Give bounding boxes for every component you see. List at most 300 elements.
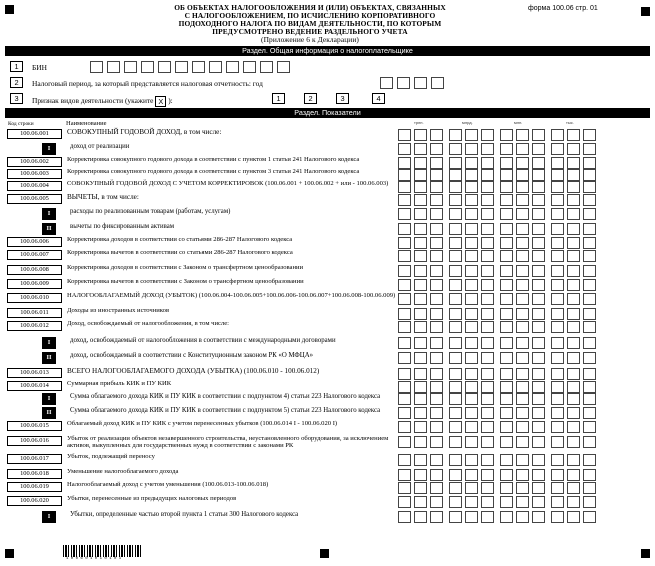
amount-digit-cell[interactable] (398, 352, 411, 364)
amount-digit-cell[interactable] (481, 143, 494, 155)
amount-digit-cell[interactable] (481, 169, 494, 181)
amount-digit-cell[interactable] (414, 469, 427, 481)
amount-digit-cell[interactable] (532, 237, 545, 249)
amount-digit-cell[interactable] (500, 511, 513, 523)
amount-digit-cell[interactable] (398, 482, 411, 494)
amount-digit-cell[interactable] (500, 321, 513, 333)
amount-digit-cell[interactable] (430, 321, 443, 333)
amount-digit-cell[interactable] (481, 194, 494, 206)
amount-digit-cell[interactable] (532, 321, 545, 333)
amount-digit-cell[interactable] (414, 129, 427, 141)
amount-digit-cell[interactable] (516, 181, 529, 193)
amount-digit-cell[interactable] (567, 293, 580, 305)
amount-digit-cell[interactable] (516, 436, 529, 448)
amount-digit-cell[interactable] (430, 250, 443, 262)
amount-digit-cell[interactable] (583, 237, 596, 249)
amount-digit-cell[interactable] (430, 293, 443, 305)
amount-digit-cell[interactable] (516, 293, 529, 305)
amount-digit-cell[interactable] (481, 129, 494, 141)
amount-digit-cell[interactable] (567, 511, 580, 523)
amount-digit-cell[interactable] (398, 237, 411, 249)
amount-digit-cell[interactable] (500, 250, 513, 262)
amount-digit-cell[interactable] (551, 237, 564, 249)
bin-digit-cell[interactable] (209, 61, 222, 73)
bin-digit-cell[interactable] (141, 61, 154, 73)
bin-digit-cell[interactable] (226, 61, 239, 73)
amount-digit-cell[interactable] (532, 381, 545, 393)
amount-digit-cell[interactable] (449, 496, 462, 508)
amount-digit-cell[interactable] (583, 482, 596, 494)
amount-digit-cell[interactable] (516, 393, 529, 405)
amount-digit-cell[interactable] (398, 469, 411, 481)
amount-digit-cell[interactable] (516, 368, 529, 380)
amount-digit-cell[interactable] (583, 194, 596, 206)
amount-digit-cell[interactable] (398, 308, 411, 320)
amount-digit-cell[interactable] (449, 407, 462, 419)
amount-digit-cell[interactable] (583, 279, 596, 291)
amount-digit-cell[interactable] (481, 250, 494, 262)
activity-option-2[interactable]: 2 (304, 93, 317, 104)
amount-digit-cell[interactable] (414, 421, 427, 433)
amount-digit-cell[interactable] (500, 194, 513, 206)
amount-digit-cell[interactable] (449, 143, 462, 155)
amount-digit-cell[interactable] (532, 352, 545, 364)
amount-digit-cell[interactable] (481, 482, 494, 494)
amount-digit-cell[interactable] (430, 482, 443, 494)
amount-digit-cell[interactable] (567, 436, 580, 448)
amount-digit-cell[interactable] (551, 169, 564, 181)
amount-digit-cell[interactable] (449, 129, 462, 141)
amount-digit-cell[interactable] (583, 181, 596, 193)
amount-digit-cell[interactable] (516, 194, 529, 206)
amount-digit-cell[interactable] (500, 469, 513, 481)
amount-digit-cell[interactable] (414, 436, 427, 448)
amount-digit-cell[interactable] (516, 169, 529, 181)
amount-digit-cell[interactable] (414, 237, 427, 249)
amount-digit-cell[interactable] (414, 482, 427, 494)
amount-digit-cell[interactable] (465, 129, 478, 141)
amount-digit-cell[interactable] (516, 381, 529, 393)
amount-digit-cell[interactable] (430, 381, 443, 393)
amount-digit-cell[interactable] (500, 496, 513, 508)
amount-digit-cell[interactable] (481, 368, 494, 380)
amount-digit-cell[interactable] (551, 381, 564, 393)
amount-digit-cell[interactable] (532, 511, 545, 523)
amount-digit-cell[interactable] (398, 496, 411, 508)
amount-digit-cell[interactable] (430, 265, 443, 277)
amount-digit-cell[interactable] (398, 454, 411, 466)
amount-digit-cell[interactable] (465, 181, 478, 193)
amount-digit-cell[interactable] (500, 381, 513, 393)
amount-digit-cell[interactable] (449, 250, 462, 262)
amount-digit-cell[interactable] (567, 469, 580, 481)
amount-digit-cell[interactable] (449, 169, 462, 181)
amount-digit-cell[interactable] (414, 223, 427, 235)
amount-digit-cell[interactable] (500, 265, 513, 277)
amount-digit-cell[interactable] (449, 194, 462, 206)
amount-digit-cell[interactable] (583, 265, 596, 277)
amount-digit-cell[interactable] (551, 368, 564, 380)
amount-digit-cell[interactable] (500, 169, 513, 181)
amount-digit-cell[interactable] (449, 181, 462, 193)
amount-digit-cell[interactable] (500, 454, 513, 466)
amount-digit-cell[interactable] (430, 436, 443, 448)
amount-digit-cell[interactable] (551, 337, 564, 349)
amount-digit-cell[interactable] (567, 337, 580, 349)
amount-digit-cell[interactable] (398, 169, 411, 181)
amount-digit-cell[interactable] (551, 293, 564, 305)
bin-digit-cell[interactable] (260, 61, 273, 73)
amount-digit-cell[interactable] (551, 393, 564, 405)
amount-digit-cell[interactable] (532, 208, 545, 220)
amount-digit-cell[interactable] (414, 352, 427, 364)
amount-digit-cell[interactable] (465, 223, 478, 235)
bin-digit-cell[interactable] (175, 61, 188, 73)
amount-digit-cell[interactable] (516, 308, 529, 320)
amount-digit-cell[interactable] (481, 208, 494, 220)
amount-digit-cell[interactable] (583, 293, 596, 305)
amount-digit-cell[interactable] (532, 308, 545, 320)
amount-digit-cell[interactable] (449, 265, 462, 277)
amount-digit-cell[interactable] (414, 393, 427, 405)
amount-digit-cell[interactable] (516, 237, 529, 249)
amount-digit-cell[interactable] (567, 194, 580, 206)
amount-digit-cell[interactable] (465, 421, 478, 433)
amount-digit-cell[interactable] (414, 454, 427, 466)
amount-digit-cell[interactable] (414, 208, 427, 220)
amount-digit-cell[interactable] (583, 337, 596, 349)
amount-digit-cell[interactable] (532, 181, 545, 193)
amount-digit-cell[interactable] (516, 208, 529, 220)
amount-digit-cell[interactable] (465, 157, 478, 169)
year-digit-cell[interactable] (397, 77, 410, 89)
amount-digit-cell[interactable] (532, 250, 545, 262)
amount-digit-cell[interactable] (532, 169, 545, 181)
amount-digit-cell[interactable] (430, 237, 443, 249)
amount-digit-cell[interactable] (583, 223, 596, 235)
amount-digit-cell[interactable] (481, 436, 494, 448)
amount-digit-cell[interactable] (583, 143, 596, 155)
amount-digit-cell[interactable] (567, 250, 580, 262)
amount-digit-cell[interactable] (532, 393, 545, 405)
amount-digit-cell[interactable] (465, 393, 478, 405)
amount-digit-cell[interactable] (551, 208, 564, 220)
amount-digit-cell[interactable] (398, 223, 411, 235)
amount-digit-cell[interactable] (583, 308, 596, 320)
amount-digit-cell[interactable] (449, 352, 462, 364)
amount-digit-cell[interactable] (449, 208, 462, 220)
amount-digit-cell[interactable] (481, 337, 494, 349)
amount-digit-cell[interactable] (430, 194, 443, 206)
amount-digit-cell[interactable] (398, 157, 411, 169)
bin-digit-cell[interactable] (158, 61, 171, 73)
amount-digit-cell[interactable] (414, 143, 427, 155)
amount-digit-cell[interactable] (500, 279, 513, 291)
amount-digit-cell[interactable] (532, 143, 545, 155)
amount-digit-cell[interactable] (532, 293, 545, 305)
amount-digit-cell[interactable] (481, 469, 494, 481)
amount-digit-cell[interactable] (516, 454, 529, 466)
amount-digit-cell[interactable] (551, 482, 564, 494)
amount-digit-cell[interactable] (465, 279, 478, 291)
amount-digit-cell[interactable] (567, 265, 580, 277)
amount-digit-cell[interactable] (465, 237, 478, 249)
amount-digit-cell[interactable] (500, 237, 513, 249)
amount-digit-cell[interactable] (567, 393, 580, 405)
year-digit-cell[interactable] (380, 77, 393, 89)
amount-digit-cell[interactable] (567, 308, 580, 320)
amount-digit-cell[interactable] (551, 321, 564, 333)
amount-digit-cell[interactable] (532, 496, 545, 508)
amount-digit-cell[interactable] (414, 279, 427, 291)
amount-digit-cell[interactable] (500, 368, 513, 380)
amount-digit-cell[interactable] (551, 223, 564, 235)
amount-digit-cell[interactable] (500, 407, 513, 419)
amount-digit-cell[interactable] (551, 454, 564, 466)
bin-digit-cell[interactable] (90, 61, 103, 73)
amount-digit-cell[interactable] (500, 393, 513, 405)
amount-digit-cell[interactable] (430, 454, 443, 466)
amount-digit-cell[interactable] (583, 407, 596, 419)
amount-digit-cell[interactable] (551, 194, 564, 206)
amount-digit-cell[interactable] (398, 407, 411, 419)
amount-digit-cell[interactable] (567, 129, 580, 141)
amount-digit-cell[interactable] (516, 496, 529, 508)
amount-digit-cell[interactable] (398, 143, 411, 155)
bin-digit-cell[interactable] (243, 61, 256, 73)
amount-digit-cell[interactable] (532, 469, 545, 481)
amount-digit-cell[interactable] (449, 421, 462, 433)
amount-digit-cell[interactable] (398, 279, 411, 291)
amount-digit-cell[interactable] (516, 157, 529, 169)
amount-digit-cell[interactable] (500, 223, 513, 235)
amount-digit-cell[interactable] (551, 436, 564, 448)
amount-digit-cell[interactable] (532, 407, 545, 419)
amount-digit-cell[interactable] (532, 279, 545, 291)
amount-digit-cell[interactable] (500, 208, 513, 220)
amount-digit-cell[interactable] (567, 143, 580, 155)
amount-digit-cell[interactable] (567, 208, 580, 220)
amount-digit-cell[interactable] (398, 511, 411, 523)
bin-digit-cell[interactable] (124, 61, 137, 73)
amount-digit-cell[interactable] (414, 337, 427, 349)
amount-digit-cell[interactable] (414, 293, 427, 305)
amount-digit-cell[interactable] (583, 454, 596, 466)
amount-digit-cell[interactable] (583, 469, 596, 481)
amount-digit-cell[interactable] (449, 337, 462, 349)
amount-digit-cell[interactable] (430, 421, 443, 433)
amount-digit-cell[interactable] (481, 352, 494, 364)
amount-digit-cell[interactable] (532, 157, 545, 169)
amount-digit-cell[interactable] (465, 208, 478, 220)
amount-digit-cell[interactable] (551, 279, 564, 291)
amount-digit-cell[interactable] (465, 407, 478, 419)
bin-digit-cell[interactable] (192, 61, 205, 73)
amount-digit-cell[interactable] (532, 368, 545, 380)
amount-digit-cell[interactable] (398, 181, 411, 193)
amount-digit-cell[interactable] (449, 454, 462, 466)
amount-digit-cell[interactable] (465, 337, 478, 349)
amount-digit-cell[interactable] (465, 381, 478, 393)
amount-digit-cell[interactable] (449, 381, 462, 393)
amount-digit-cell[interactable] (532, 265, 545, 277)
amount-digit-cell[interactable] (583, 169, 596, 181)
amount-digit-cell[interactable] (481, 496, 494, 508)
amount-digit-cell[interactable] (430, 279, 443, 291)
amount-digit-cell[interactable] (449, 368, 462, 380)
amount-digit-cell[interactable] (516, 407, 529, 419)
amount-digit-cell[interactable] (414, 511, 427, 523)
amount-digit-cell[interactable] (398, 337, 411, 349)
amount-digit-cell[interactable] (567, 181, 580, 193)
amount-digit-cell[interactable] (481, 421, 494, 433)
amount-digit-cell[interactable] (516, 469, 529, 481)
amount-digit-cell[interactable] (398, 265, 411, 277)
amount-digit-cell[interactable] (516, 321, 529, 333)
amount-digit-cell[interactable] (516, 421, 529, 433)
amount-digit-cell[interactable] (430, 368, 443, 380)
amount-digit-cell[interactable] (567, 223, 580, 235)
amount-digit-cell[interactable] (481, 511, 494, 523)
amount-digit-cell[interactable] (465, 169, 478, 181)
amount-digit-cell[interactable] (465, 293, 478, 305)
amount-digit-cell[interactable] (449, 469, 462, 481)
amount-digit-cell[interactable] (516, 129, 529, 141)
amount-digit-cell[interactable] (414, 368, 427, 380)
amount-digit-cell[interactable] (398, 250, 411, 262)
amount-digit-cell[interactable] (500, 308, 513, 320)
amount-digit-cell[interactable] (516, 511, 529, 523)
amount-digit-cell[interactable] (516, 482, 529, 494)
amount-digit-cell[interactable] (398, 368, 411, 380)
amount-digit-cell[interactable] (567, 279, 580, 291)
amount-digit-cell[interactable] (481, 308, 494, 320)
amount-digit-cell[interactable] (465, 321, 478, 333)
amount-digit-cell[interactable] (583, 129, 596, 141)
amount-digit-cell[interactable] (481, 157, 494, 169)
amount-digit-cell[interactable] (414, 250, 427, 262)
amount-digit-cell[interactable] (398, 381, 411, 393)
amount-digit-cell[interactable] (532, 436, 545, 448)
amount-digit-cell[interactable] (583, 436, 596, 448)
amount-digit-cell[interactable] (414, 381, 427, 393)
amount-digit-cell[interactable] (567, 321, 580, 333)
amount-digit-cell[interactable] (481, 407, 494, 419)
amount-digit-cell[interactable] (567, 169, 580, 181)
amount-digit-cell[interactable] (551, 352, 564, 364)
amount-digit-cell[interactable] (583, 381, 596, 393)
amount-digit-cell[interactable] (500, 143, 513, 155)
amount-digit-cell[interactable] (481, 293, 494, 305)
amount-digit-cell[interactable] (449, 308, 462, 320)
amount-digit-cell[interactable] (481, 454, 494, 466)
amount-digit-cell[interactable] (583, 157, 596, 169)
amount-digit-cell[interactable] (551, 265, 564, 277)
amount-digit-cell[interactable] (516, 265, 529, 277)
amount-digit-cell[interactable] (414, 496, 427, 508)
amount-digit-cell[interactable] (532, 454, 545, 466)
amount-digit-cell[interactable] (516, 279, 529, 291)
amount-digit-cell[interactable] (500, 352, 513, 364)
amount-digit-cell[interactable] (430, 181, 443, 193)
amount-digit-cell[interactable] (567, 482, 580, 494)
amount-digit-cell[interactable] (449, 237, 462, 249)
amount-digit-cell[interactable] (481, 393, 494, 405)
amount-digit-cell[interactable] (430, 352, 443, 364)
amount-digit-cell[interactable] (583, 393, 596, 405)
amount-digit-cell[interactable] (516, 352, 529, 364)
amount-digit-cell[interactable] (430, 407, 443, 419)
amount-digit-cell[interactable] (430, 223, 443, 235)
amount-digit-cell[interactable] (583, 208, 596, 220)
amount-digit-cell[interactable] (398, 129, 411, 141)
amount-digit-cell[interactable] (430, 143, 443, 155)
amount-digit-cell[interactable] (414, 265, 427, 277)
amount-digit-cell[interactable] (567, 454, 580, 466)
amount-digit-cell[interactable] (567, 368, 580, 380)
amount-digit-cell[interactable] (449, 393, 462, 405)
amount-digit-cell[interactable] (481, 181, 494, 193)
amount-digit-cell[interactable] (398, 436, 411, 448)
amount-digit-cell[interactable] (465, 368, 478, 380)
amount-digit-cell[interactable] (398, 421, 411, 433)
activity-option-1[interactable]: 1 (272, 93, 285, 104)
amount-digit-cell[interactable] (583, 511, 596, 523)
amount-digit-cell[interactable] (532, 129, 545, 141)
amount-digit-cell[interactable] (500, 293, 513, 305)
amount-digit-cell[interactable] (532, 337, 545, 349)
amount-digit-cell[interactable] (583, 352, 596, 364)
year-digit-cell[interactable] (414, 77, 427, 89)
amount-digit-cell[interactable] (500, 129, 513, 141)
amount-digit-cell[interactable] (414, 308, 427, 320)
amount-digit-cell[interactable] (465, 496, 478, 508)
amount-digit-cell[interactable] (567, 407, 580, 419)
amount-digit-cell[interactable] (449, 511, 462, 523)
amount-digit-cell[interactable] (414, 169, 427, 181)
amount-digit-cell[interactable] (516, 337, 529, 349)
amount-digit-cell[interactable] (567, 352, 580, 364)
amount-digit-cell[interactable] (532, 194, 545, 206)
amount-digit-cell[interactable] (398, 194, 411, 206)
amount-digit-cell[interactable] (465, 482, 478, 494)
amount-digit-cell[interactable] (500, 181, 513, 193)
amount-digit-cell[interactable] (465, 143, 478, 155)
amount-digit-cell[interactable] (516, 143, 529, 155)
amount-digit-cell[interactable] (465, 265, 478, 277)
amount-digit-cell[interactable] (481, 381, 494, 393)
amount-digit-cell[interactable] (551, 129, 564, 141)
amount-digit-cell[interactable] (430, 308, 443, 320)
amount-digit-cell[interactable] (551, 308, 564, 320)
amount-digit-cell[interactable] (516, 223, 529, 235)
amount-digit-cell[interactable] (465, 436, 478, 448)
amount-digit-cell[interactable] (414, 321, 427, 333)
amount-digit-cell[interactable] (430, 169, 443, 181)
amount-digit-cell[interactable] (567, 496, 580, 508)
bin-digit-cell[interactable] (277, 61, 290, 73)
amount-digit-cell[interactable] (465, 511, 478, 523)
amount-digit-cell[interactable] (414, 407, 427, 419)
amount-digit-cell[interactable] (567, 157, 580, 169)
amount-digit-cell[interactable] (500, 436, 513, 448)
amount-digit-cell[interactable] (583, 250, 596, 262)
amount-digit-cell[interactable] (430, 496, 443, 508)
amount-digit-cell[interactable] (430, 208, 443, 220)
amount-digit-cell[interactable] (551, 250, 564, 262)
amount-digit-cell[interactable] (551, 511, 564, 523)
amount-digit-cell[interactable] (430, 129, 443, 141)
